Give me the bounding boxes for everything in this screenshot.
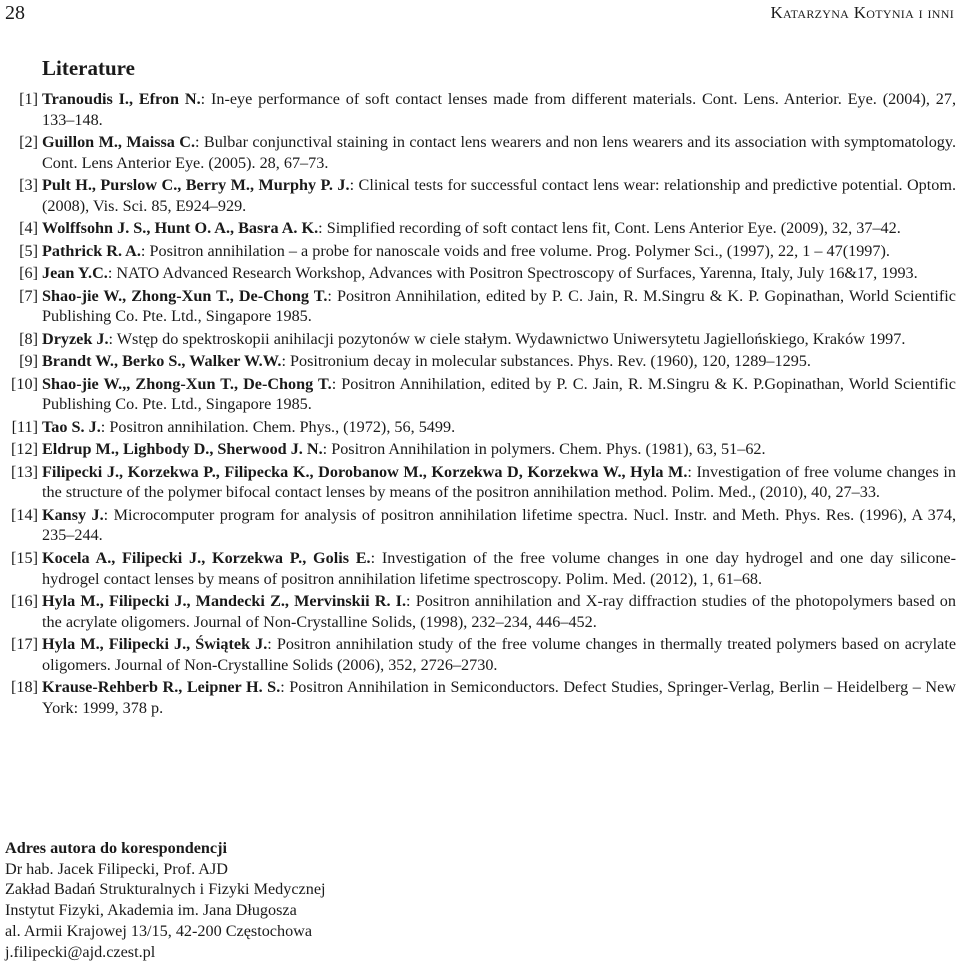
reference-number: [9] [19,352,38,371]
correspondence-line: Dr hab. Jacek Filipecki, Prof. AJD [5,859,228,878]
reference-text: : Microcomputer program for analysis of positron annihilation lifetime spectra. Nucl. Instr. and Meth. Phys. Res. (1996), A 374, 235–244. [42,505,956,545]
reference-authors: Tranoudis I., Efron N. [42,90,201,108]
correspondence-block [5,838,955,962]
reference-number: [14] [11,505,38,524]
reference-item [0,218,958,239]
reference-authors: Shao-jie W., Zhong-Xun T., De-Chong T. [42,286,328,305]
reference-authors: Pathrick R. A. [42,241,141,260]
reference-authors: Dryzek J. [42,329,109,348]
reference-authors: Kocela A., Filipecki J., Korzekwa P., Golis E. [42,548,371,567]
reference-text: : Positron annihilation. Chem. Phys., (1972), 56, 5499. [100,417,456,436]
reference-number: [1] [19,90,38,108]
reference-number: [8] [19,329,38,348]
reference-item [0,462,958,503]
reference-authors: Filipecki J., Korzekwa P., Filipecka K., Dorobanow M., Korzekwa D, Korzekwa W., Hyla M. [42,462,688,481]
reference-item [0,439,958,460]
reference-authors: Jean Y.C. [42,264,108,283]
reference-text: : Simplified recording of soft contact lens fit, Cont. Lens Anterior Eye. (2009), 32, 37–42. [318,219,901,238]
reference-item [0,677,958,718]
reference-text: : Positron annihilation study of the free volume changes in thermally treated polymers based on acrylate oligomers. Journal of Non-Crystalline Solids (2006), 352, 2726–2730. [42,635,957,674]
reference-number: [16] [11,592,38,611]
reference-text: : Positron annihilation – a probe for nanoscale voids and free volume. Prog. Polymer Sci., (1997), 22, 1 – 47(1997). [140,241,890,260]
reference-authors: Kansy J. [42,505,104,524]
reference-item [0,132,958,173]
reference-text: : Bulbar conjunctival staining in contact lens wearers and non lens wearers and its association with symptomatology. Cont. Lens Anterior Eye. (2005). 28, 67–73. [42,133,956,172]
reference-number: [11] [11,417,38,436]
reference-text: : Wstęp do spektroskopii anihilacji pozytonów w ciele stałym. Wydawnictwo Uniwersytetu Jagiellońskiego, Kraków 1997. [108,329,906,348]
reference-number: [17] [11,635,38,654]
correspondence-line: al. Armii Krajowej 13/15, 42-200 Częstochowa [5,921,313,940]
reference-number: [3] [19,176,38,195]
reference-authors: Hyla M., Filipecki J., Świątek J. [42,635,268,654]
reference-item [0,417,958,438]
reference-list [0,89,958,720]
reference-authors: Hyla M., Filipecki J., Mandecki Z., Mervinskii R. I. [42,592,407,611]
reference-item [0,286,958,327]
reference-text: : Investigation of the free volume changes in one day hydrogel and one day silicone-hydrogel contact lenses by means of positron annihilation lifetime spectroscopy. Polim. Med. (2012), 1, 61–68. [42,548,956,588]
reference-authors: Guillon M., Maissa C. [42,133,196,152]
reference-number: [13] [11,462,38,481]
reference-text: : Positron Annihilation, edited by P. C. Jain, R. M.Singru & K. P. Gopinathan, World Scientific Publishing Co. Pte. Ltd., Singapore 1985. [42,286,956,326]
reference-item [0,548,958,589]
correspondence-title: Adres autora do korespondencji [5,839,228,857]
reference-item [0,241,958,262]
reference-authors: Krause-Rehberb R., Leipner H. S. [42,678,281,697]
reference-number: [12] [11,440,38,459]
reference-number: [4] [19,219,38,238]
reference-number: [5] [19,241,38,260]
reference-number: [6] [19,264,38,283]
reference-text: : Positron Annihilation in Semiconductors. Defect Studies, Springer-Verlag, Berlin – Heidelberg – New York: 1999, 378 p. [42,678,956,717]
reference-number: [18] [11,678,38,697]
page-number: 28 [5,2,25,24]
reference-item [0,591,958,632]
reference-text: : Positron Annihilation in polymers. Chem. Phys. (1981), 63, 51–62. [322,440,766,459]
reference-authors: Pult H., Purslow C., Berry M., Murphy P. J. [42,176,350,195]
reference-number: [15] [11,548,38,567]
correspondence-line: Zakład Badań Strukturalnych i Fizyki Medycznej [5,880,326,899]
reference-number: [10] [11,374,38,393]
reference-text: : Positron annihilation and X-ray diffraction studies of the photopolymers based on the acrylate oligomers. Journal of Non-Crystalline Solids, (1998), 232–234, 446–452. [42,592,956,631]
reference-authors: Brandt W., Berko S., Walker W.W. [42,352,282,371]
reference-authors: Wolffsohn J. S., Hunt O. A., Basra A. K. [42,219,319,238]
reference-number: [7] [19,286,38,305]
reference-authors: Shao-jie W.,, Zhong-Xun T., De-Chong T. [42,374,332,393]
reference-authors: Tao S. J. [42,417,101,436]
reference-text: : Clinical tests for successful contact lens wear: relationship and predictive potential. Optom. (2008), Vis. Sci. 85, E924–929. [42,176,956,215]
reference-item [0,263,958,284]
reference-item [0,351,958,372]
reference-item [0,175,958,216]
section-heading: Literature [42,56,135,80]
reference-text: : In-eye performance of soft contact lenses made from different materials. Cont. Lens. Anterior. Eye. (2004), 27, 133–148. [42,90,956,129]
running-head: Katarzyna Kotynia i inni [770,3,954,22]
reference-text: : NATO Advanced Research Workshop, Advances with Positron Spectroscopy of Surfaces, Yarenna, Italy, July 16&17, 1993. [107,264,918,283]
reference-item [0,329,958,350]
reference-item [0,89,958,130]
reference-text: : Positronium decay in molecular substances. Phys. Rev. (1960), 120, 1289–1295. [281,352,811,371]
reference-item [0,374,958,415]
reference-item [0,634,958,675]
reference-text: : Positron Annihilation, edited by P. C. Jain, R. M.Singru & K. P.Gopinathan, World Scientific Publishing Co. Pte. Ltd., Singapore 1985. [42,374,956,414]
reference-authors: Eldrup M., Lighbody D., Sherwood J. N. [42,440,323,459]
correspondence-line: Instytut Fizyki, Akademia im. Jana Długosza [5,901,297,920]
reference-number: [2] [19,133,38,152]
correspondence-email[interactable]: j.filipecki@ajd.czest.pl [5,942,156,961]
reference-item [0,505,958,546]
reference-text: : Investigation of free volume changes in the structure of the polymer bifocal contact lenses by means of the positron annihilation method. Polim. Med., (2010), 40, 27–33. [42,462,956,502]
